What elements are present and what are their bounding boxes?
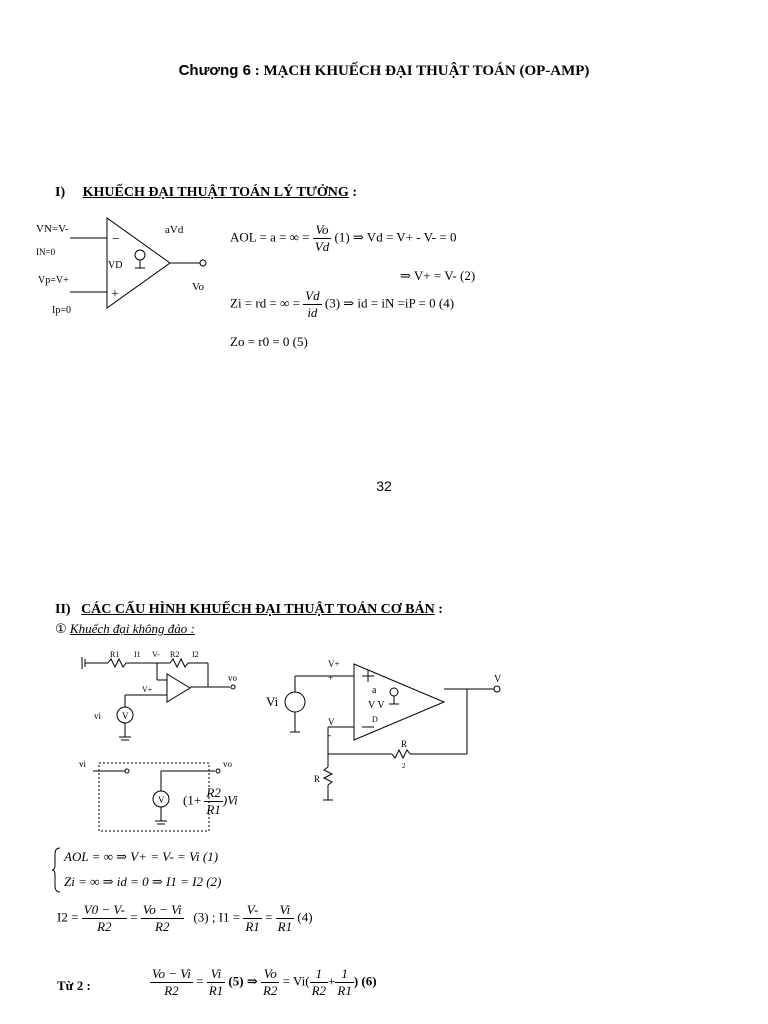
equation-1	[230, 222, 456, 255]
label-vd: VD	[108, 260, 123, 271]
ideal-opamp-diagram	[30, 210, 220, 320]
i1-equals: =	[265, 909, 273, 925]
system-brace	[52, 846, 62, 894]
tu2-num-1: Vo − Vi	[152, 966, 191, 981]
chapter-prefix: Chương 6	[178, 62, 251, 79]
tu2-den-3: R2	[262, 983, 278, 998]
label-big-minus: -	[328, 730, 331, 740]
label-big-vplus: V+	[328, 659, 340, 669]
label-i2: I2	[192, 650, 199, 659]
label-big-vminus: V	[328, 717, 335, 727]
tu2-equation: $\frac{Vo - Vi}{R2}$ = $\frac{Vi}{R1}$ (5) ⇒ $\frac{Vo}{R2}$ = Vi( $\frac{1}{R2}$ + $\frac{1}{R1}$ ) (6)	[152, 966, 377, 998]
svg-text:V: V	[122, 711, 129, 721]
label-big-r1: R	[314, 774, 321, 784]
i1-den-2: R1	[277, 919, 293, 934]
tu2-equals-1: =	[196, 973, 204, 989]
current-equations	[57, 902, 313, 935]
label-vplus: V+	[142, 685, 153, 694]
section-2-colon: :	[434, 602, 443, 617]
tu2-den-5: R1	[337, 983, 352, 998]
dependent-source-icon	[135, 250, 145, 260]
label-big-plus: +	[328, 673, 334, 683]
subsection-marker: ①	[55, 621, 67, 636]
i2-num-2: Vo − Vi	[142, 902, 182, 917]
eq3-lhs: Zi = rd = ∞ =	[230, 295, 300, 311]
resistor-r2-icon	[170, 659, 188, 667]
label-vi: vi	[94, 711, 102, 721]
resistor-r2-icon	[392, 750, 410, 758]
eq1-rhs: (1) ⇒ Vd = V+ - V- = 0	[334, 229, 457, 245]
plus-sign: +	[111, 287, 119, 302]
minus-sign: −	[112, 232, 120, 247]
i2-tag: (3) ; I1 =	[193, 909, 241, 925]
section-1-colon: :	[348, 185, 357, 200]
tu2-tag-5: (5) ⇒	[228, 973, 258, 989]
equation-2: ⇒ V+ = V- (2)	[400, 268, 476, 283]
gain-den: R1	[206, 802, 221, 817]
tu2-mid: = Vi(	[282, 973, 310, 989]
i1-tag: (4)	[297, 909, 313, 925]
tu2-den-1: R2	[164, 983, 179, 998]
label-i1: I1	[134, 650, 141, 659]
eq3-den: id	[307, 305, 318, 320]
section-2-number: II)	[55, 602, 71, 617]
label-avd: aVd	[165, 224, 184, 236]
chapter-title: MẠCH KHUẾCH ĐẠI THUẬT TOÁN (OP-AMP)	[263, 63, 590, 79]
label-big-r2: R	[401, 739, 408, 749]
label-in: IN=0	[36, 247, 56, 257]
label-big-vi: Vi	[266, 694, 279, 709]
dependent-source-icon	[390, 688, 398, 696]
tu2-num-4: 1	[310, 966, 328, 983]
label-big-vv: V V	[368, 700, 385, 711]
tu2-den-2: R1	[208, 983, 224, 998]
gain-expression	[183, 785, 238, 818]
i1-den-1: R1	[245, 919, 260, 934]
label-vo-model: vo	[223, 759, 232, 769]
i2-lhs: I2 =	[57, 909, 79, 925]
tu2-den-4: R2	[311, 983, 327, 998]
gain-one: (1+	[183, 792, 202, 808]
resistor-r1-icon	[108, 659, 126, 667]
eq3-num: Vd	[305, 288, 320, 303]
section-2-heading	[55, 602, 443, 618]
section-2-title: CÁC CẤU HÌNH KHUẾCH ĐẠI THUẬT TOÁN CƠ BẢN	[81, 602, 435, 617]
tu2-label: Từ 2 :	[57, 978, 91, 993]
title-colon: :	[250, 63, 264, 79]
label-vminus: V-	[152, 650, 160, 659]
eq3-fraction	[303, 288, 321, 321]
label-big-d: D	[372, 715, 378, 724]
input-source-icon	[285, 692, 305, 712]
label-r2: R2	[170, 650, 180, 659]
section-1-title: KHUẾCH ĐẠI THUẬT TOÁN LÝ TƯỞNG	[82, 185, 349, 200]
label-big-r2-sub: 2	[402, 762, 406, 770]
page-title	[0, 62, 768, 80]
i2-den-1: R2	[97, 919, 112, 934]
label-ip: Ip=0	[52, 305, 71, 316]
page-number: 32	[376, 478, 392, 494]
label-big-a: a	[372, 685, 377, 696]
section-1-heading	[55, 185, 357, 201]
svg-text:V: V	[158, 795, 165, 805]
noninverting-large-circuit	[262, 652, 512, 822]
section-1-number: I)	[55, 185, 66, 200]
i2-den-2: R2	[155, 919, 170, 934]
noninverting-small-circuit	[70, 645, 250, 755]
i2-num-1: V0 − V-	[83, 902, 125, 917]
system-eq-1: AOL = ∞ ⇒ V+ = V- = Vi (1)	[64, 849, 219, 864]
label-big-vo: V	[494, 674, 502, 685]
gain-tail: )Vi	[222, 792, 238, 808]
eq1-fraction	[313, 222, 331, 255]
output-terminal	[231, 685, 235, 689]
subsection-title: Khuếch đại không đảo :	[69, 621, 195, 636]
tu2-num-5: 1	[335, 966, 353, 983]
eq1-lhs: AOL = a = ∞ =	[230, 229, 310, 245]
eq1-den: Vd	[314, 239, 330, 254]
equation-5: Zo = r0 = 0 (5)	[230, 334, 308, 349]
eq3-rhs: (3) ⇒ id = iN =iP = 0 (4)	[324, 295, 455, 311]
tu2-num-3: Vo	[261, 966, 279, 983]
gain-fraction	[204, 785, 222, 818]
equation-3	[230, 288, 454, 321]
label-vn: VN=V-	[36, 223, 69, 235]
tu2-num-2: Vi	[207, 966, 225, 983]
label-vo: vo	[228, 673, 237, 683]
opamp-triangle	[167, 674, 190, 702]
i1-num-1: V-	[243, 902, 261, 919]
label-vp: Vp=V+	[38, 275, 69, 286]
label-r1: R1	[110, 650, 120, 659]
subsection-noninverting	[55, 621, 195, 637]
i1-num-2: Vi	[276, 902, 294, 919]
label-vo: Vo	[192, 281, 205, 293]
tu2-tag-6: ) (6)	[353, 973, 377, 989]
output-terminal	[494, 686, 500, 692]
i2-equals: =	[130, 909, 138, 925]
system-eq-2: Zi = ∞ ⇒ id = 0 ⇒ I1 = I2 (2)	[64, 874, 222, 889]
eq1-num: Vo	[313, 222, 331, 239]
label-vi-model: vi	[79, 759, 87, 769]
gain-num: R2	[206, 785, 221, 800]
output-terminal	[200, 260, 206, 266]
resistor-r1-icon	[324, 767, 332, 785]
